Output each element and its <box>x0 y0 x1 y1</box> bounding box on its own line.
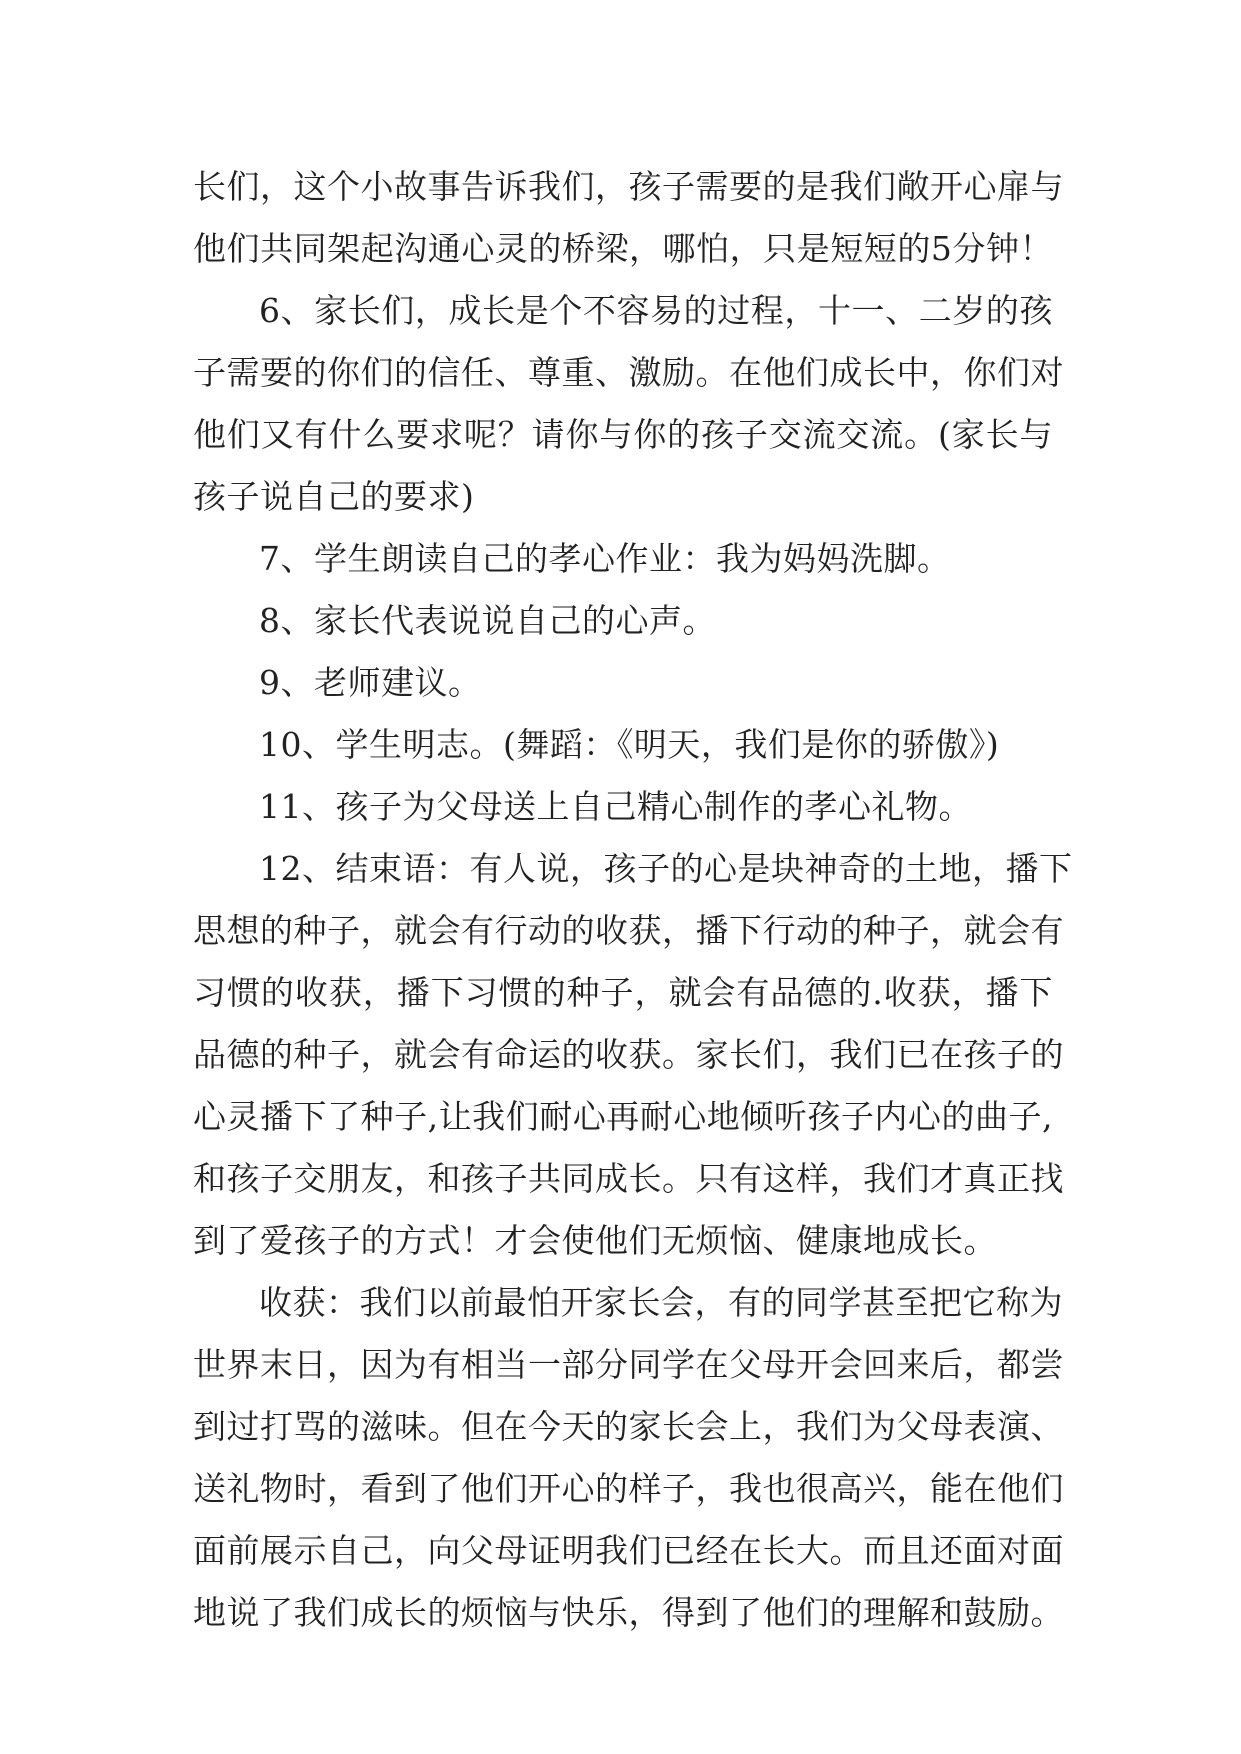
text-line: 地说了我们成长的烦恼与快乐，得到了他们的理解和鼓励。 <box>193 1593 1064 1632</box>
text-line: 长们，这个小故事告诉我们，孩子需要的是我们敞开心扉与 <box>193 167 1064 206</box>
paragraph <box>193 838 1073 1272</box>
text-line: 6、家长们，成长是个不容易的过程，十一、二岁的孩 <box>259 291 1053 330</box>
text-line: 品德的种子，就会有命运的收获。家长们，我们已在孩子的 <box>193 1035 1064 1074</box>
text-line: 7、学生朗读自己的孝心作业：我为妈妈洗脚。 <box>259 539 951 578</box>
text-line: 到过打骂的滋味。但在今天的家长会上，我们为父母表演、 <box>193 1407 1064 1446</box>
text-line: 8、家长代表说说自己的心声。 <box>259 601 716 640</box>
paragraph <box>193 1272 1064 1644</box>
text-line: 到了爱孩子的方式！才会使他们无烦恼、健康地成长。 <box>193 1221 997 1260</box>
text-line: 世界末日，因为有相当一部分同学在父母开会回来后，都尝 <box>193 1345 1064 1384</box>
document-body <box>193 156 1073 1644</box>
paragraph <box>193 280 1064 528</box>
text-line: 和孩子交朋友，和孩子共同成长。只有这样，我们才真正找 <box>193 1159 1064 1198</box>
paragraph <box>193 776 1053 838</box>
text-line: 面前展示自己，向父母证明我们已经在长大。而且还面对面 <box>193 1531 1064 1570</box>
text-line: 11、孩子为父母送上自己精心制作的孝心礼物。 <box>259 787 972 826</box>
text-line: 他们共同架起沟通心灵的桥梁，哪怕，只是短短的5分钟！ <box>193 229 1053 268</box>
paragraph <box>193 528 1053 590</box>
text-line: 送礼物时，看到了他们开心的样子，我也很高兴，能在他们 <box>193 1469 1064 1508</box>
text-line: 孩子说自己的要求) <box>193 477 475 516</box>
paragraph <box>193 652 1053 714</box>
paragraph <box>193 156 1064 280</box>
paragraph <box>193 714 1053 776</box>
text-line: 习惯的收获，播下习惯的种子，就会有品德的.收获，播下 <box>193 973 1053 1012</box>
text-line: 10、学生明志。(舞蹈：《明天，我们是你的骄傲》) <box>259 725 1000 764</box>
paragraph <box>193 590 1053 652</box>
text-line: 收获：我们以前最怕开家长会，有的同学甚至把它称为 <box>259 1283 1063 1322</box>
text-line: 9、老师建议。 <box>259 663 482 702</box>
text-line: 子需要的你们的信任、尊重、激励。在他们成长中，你们对 <box>193 353 1064 392</box>
text-line: 心灵播下了种子,让我们耐心再耐心地倾听孩子内心的曲子, <box>193 1097 1053 1136</box>
text-line: 12、结束语：有人说，孩子的心是块神奇的土地，播下 <box>259 849 1073 888</box>
text-line: 思想的种子，就会有行动的收获，播下行动的种子，就会有 <box>193 911 1064 950</box>
text-line: 他们又有什么要求呢？请你与你的孩子交流交流。(家长与 <box>193 415 1053 454</box>
